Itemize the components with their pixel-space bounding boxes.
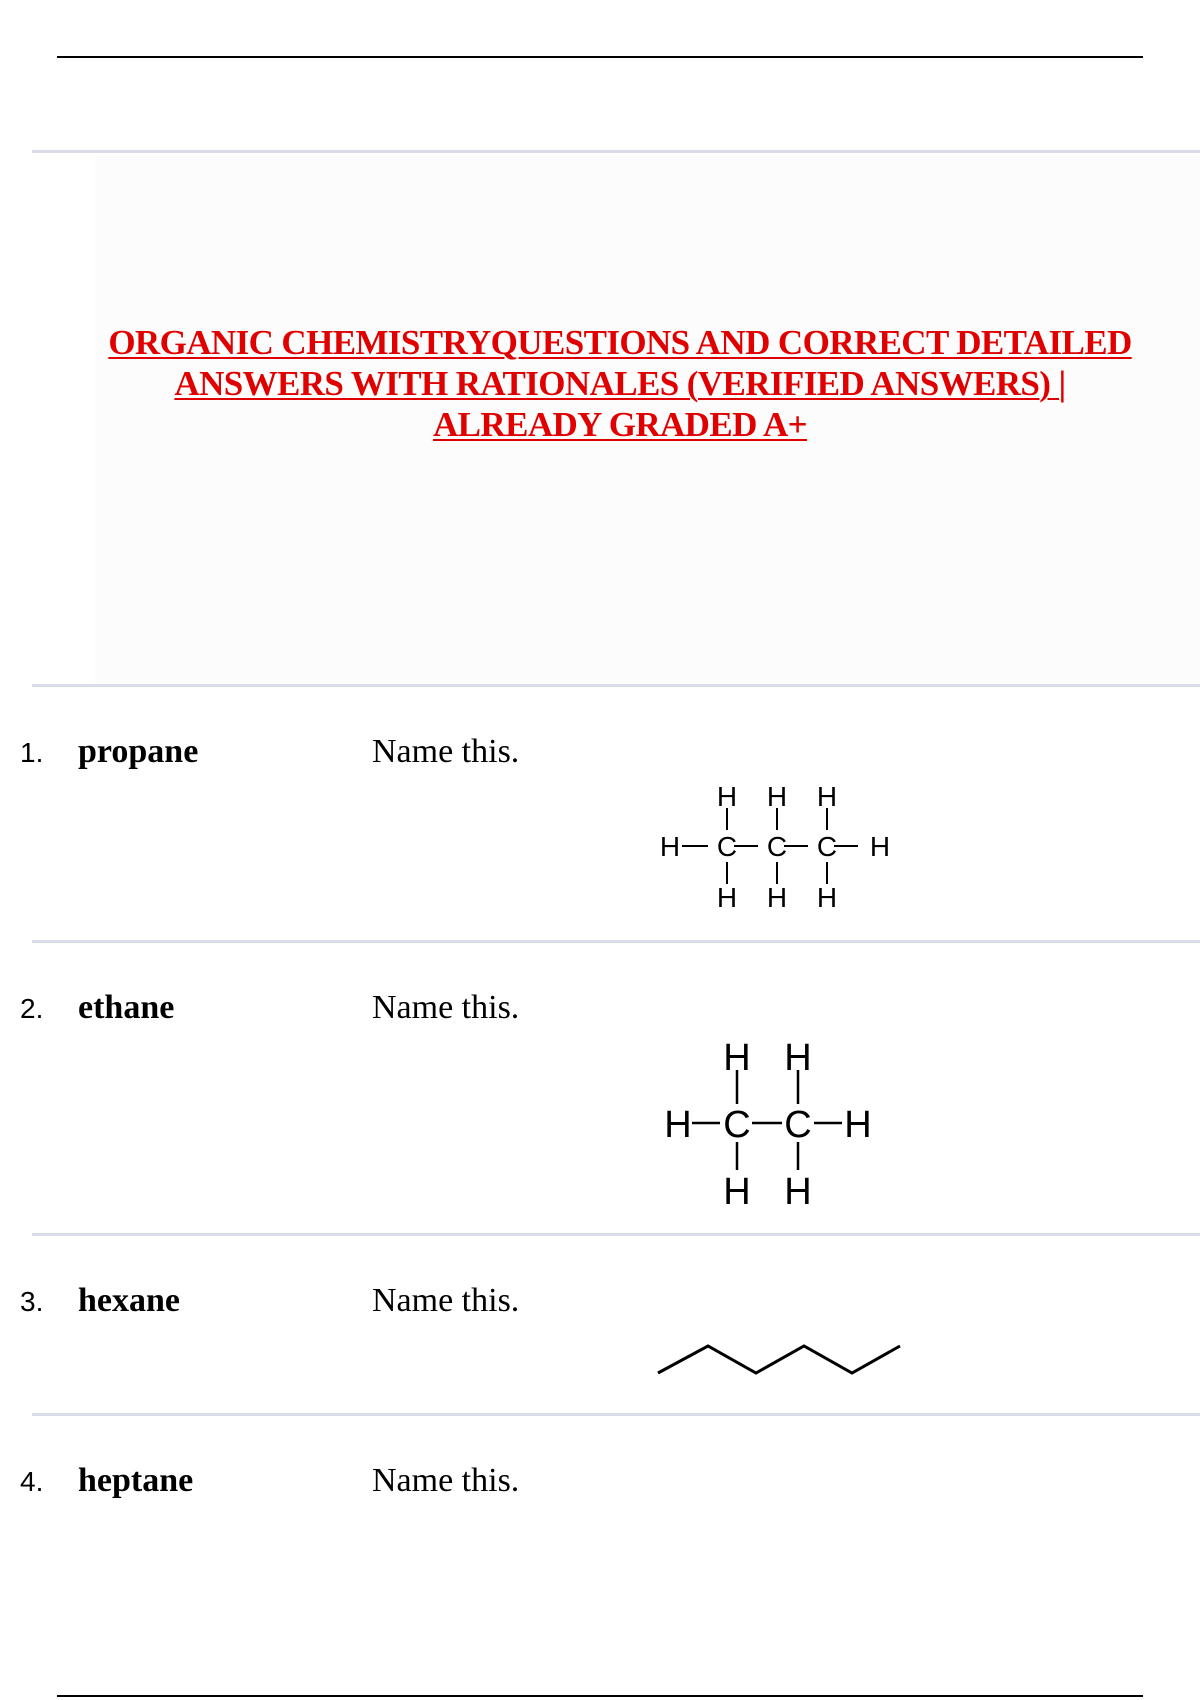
header-rule [57,56,1143,58]
title-line-3: ALREADY GRADED A+ [432,405,808,444]
hydrogen-atom-label: H [716,882,738,913]
carbon-atom-label: C [816,831,838,862]
carbon-atom-label: C [723,1104,751,1146]
separator-line [32,940,1200,943]
hydrogen-atom-label: H [784,1037,812,1079]
footer-rule [57,1695,1143,1697]
hydrogen-atom-label: H [766,882,788,913]
answer-text: heptane [78,1462,194,1499]
question-number: 3. [20,1286,44,1317]
separator-line [32,684,1200,687]
question-prompt: Name this. [372,1282,520,1319]
hydrogen-atom-label: H [844,1104,872,1146]
question-number: 1. [20,737,44,768]
hydrogen-atom-label: H [716,781,738,812]
question-prompt: Name this. [372,1462,520,1499]
question-prompt: Name this. [372,989,520,1026]
separator-line [32,1233,1200,1236]
hydrogen-atom-label: H [816,882,838,913]
hydrogen-atom-label: H [660,831,681,862]
carbon-atom-label: C [766,831,788,862]
title-line-1: ORGANIC CHEMISTRYQUESTIONS AND CORRECT DETAILED [108,323,1132,362]
hydrogen-atom-label: H [766,781,788,812]
document-title [55,322,1185,445]
question-prompt: Name this. [372,733,520,770]
answer-text: ethane [78,989,175,1026]
carbon-atom-label: C [784,1104,812,1146]
separator-line [32,150,1200,153]
answer-text: hexane [78,1282,180,1319]
hydrogen-atom-label: H [723,1171,751,1210]
hydrogen-atom-label: H [869,831,891,862]
question-number: 2. [20,993,44,1024]
propane-structure-image [660,775,900,915]
separator-line [32,1413,1200,1416]
title-line-2: ANSWERS WITH RATIONALES (VERIFIED ANSWERS) | [174,364,1066,403]
hexane-skeletal-structure-image [655,1335,905,1395]
ethane-structure-image [660,1030,900,1210]
hydrogen-atom-label: H [784,1171,812,1210]
question-number: 4. [20,1466,44,1497]
hydrogen-atom-label: H [723,1037,751,1079]
carbon-atom-label: C [716,831,738,862]
answer-text: propane [78,733,199,770]
hydrogen-atom-label: H [816,781,838,812]
hydrogen-atom-label: H [664,1104,692,1146]
